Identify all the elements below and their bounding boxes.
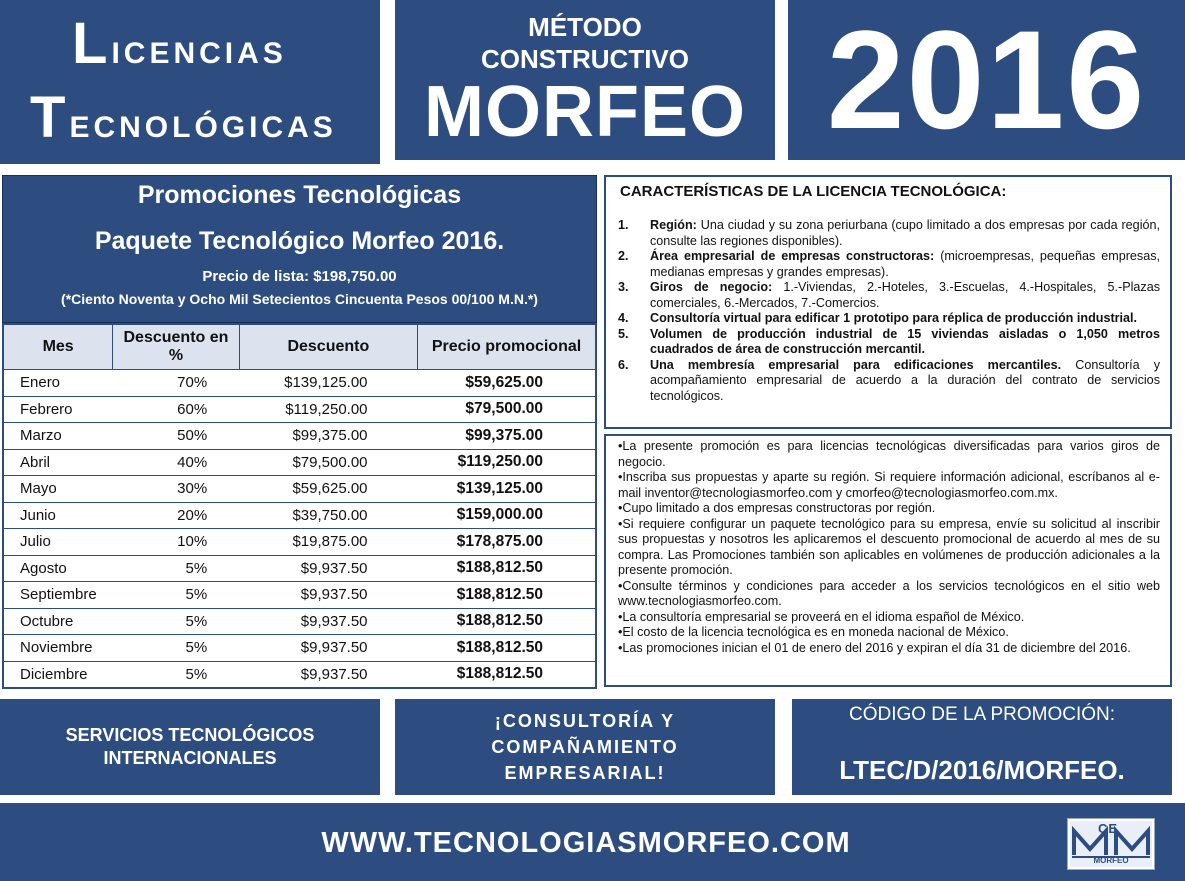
table-header-row (3, 324, 596, 370)
cell-mes: Julio (3, 529, 113, 556)
cell-precio-promocional: $119,250.00 (418, 449, 596, 476)
cell-descuento-pct: 5% (113, 608, 239, 635)
cell-descuento: $39,750.00 (239, 502, 417, 529)
cell-mes: Junio (3, 502, 113, 529)
caracteristica-bold: Giros de negocio: (650, 280, 773, 294)
website-banner (0, 803, 1185, 881)
caracteristica-bold: Consultoría virtual para edificar 1 prototipo para réplica de producción industrial. (650, 311, 1138, 325)
metodo-line-1: MÉTODO (528, 12, 642, 42)
table-row (3, 582, 596, 609)
caracteristica-item (616, 358, 1160, 405)
column-header-precio-promocional: Precio promocional (418, 324, 596, 370)
website-link[interactable]: WWW.TECNOLOGIASMORFEO.COM (321, 827, 851, 859)
table-row (3, 476, 596, 503)
consultoria-line-3: EMPRESARIAL! (504, 763, 666, 783)
metodo-title (481, 11, 689, 75)
caracteristica-bold: Área empresarial de empresas constructoras: (650, 249, 935, 263)
caracteristica-number: 5. (618, 326, 629, 341)
codigo-value: LTEC/D/2016/MORFEO. (839, 755, 1125, 785)
cell-descuento-pct: 5% (113, 582, 239, 609)
cell-mes: Diciembre (3, 661, 113, 688)
note-item: •La consultoría empresarial se proveerá en el idioma español de México. (618, 609, 1025, 624)
list-price-words: (*Ciento Noventa y Ocho Mil Setecientos Cincuenta Pesos 00/100 M.N.*) (61, 291, 538, 307)
cell-descuento: $139,125.00 (239, 370, 417, 397)
cell-descuento-pct: 5% (113, 555, 239, 582)
list-price: Precio de lista: $198,750.00 (202, 268, 397, 285)
tecnologicas-word (30, 84, 337, 151)
cell-descuento: $19,875.00 (239, 529, 417, 556)
note-item: •Inscriba sus propuestas y aparte su región. Si requiere información adicional, escríbanos al e-mail inventor@tecnologiasmorfeo.com y cmorfeo@tecnologiasmorfeo.com.mx. (618, 470, 1160, 500)
caracteristica-text (650, 280, 1160, 311)
table-row (3, 635, 596, 662)
consultoria-line-2: COMPAÑAMIENTO (491, 737, 679, 757)
consultoria-text (491, 708, 678, 786)
note-item: •Las promociones inician el 01 de enero del 2016 y expiran el día 31 de diciembre del 2016. (618, 640, 1131, 655)
cell-precio-promocional: $188,812.50 (418, 608, 596, 635)
caracteristica-item (616, 311, 1160, 327)
caracteristica-detail: Consultoría y acompañamiento empresarial de acuerdo a la duración del contrato de servicios tecnológicos. (650, 357, 1160, 403)
cell-precio-promocional: $178,875.00 (418, 529, 596, 556)
caracteristicas-panel (604, 175, 1172, 429)
caracteristica-text (650, 218, 1160, 249)
codigo-label: CÓDIGO DE LA PROMOCIÓN: (848, 704, 1116, 725)
caracteristica-number: 3. (618, 280, 629, 294)
table-row (3, 423, 596, 450)
year-text: 2016 (826, 1, 1147, 158)
note-item: •El costo de la licencia tecnológica es en moneda nacional de México. (618, 625, 1009, 639)
year-banner (788, 0, 1185, 160)
cell-descuento-pct: 60% (113, 396, 239, 423)
promo-table (2, 323, 597, 689)
cell-mes: Octubre (3, 608, 113, 635)
morfeo-logo (1067, 818, 1155, 870)
table-body (3, 370, 596, 689)
cell-precio-promocional: $188,812.50 (418, 635, 596, 662)
cell-mes: Marzo (3, 423, 113, 450)
caracteristica-item (616, 218, 1160, 249)
cell-descuento: $9,937.50 (239, 582, 417, 609)
caracteristica-detail: (microempresas, pequeñas empresas, medianas empresas y grandes empresas). (650, 249, 1160, 279)
table-row (3, 370, 596, 397)
caracteristica-item (616, 249, 1160, 280)
cell-descuento-pct: 10% (113, 529, 239, 556)
table-row (3, 449, 596, 476)
tecnologicas-rest: ECNOLÓGICAS (69, 111, 337, 144)
metodo-name: MORFEO (424, 72, 746, 152)
logo-ce-text: CE (1098, 821, 1119, 836)
promo-header (2, 175, 597, 323)
caracteristicas-title: CARACTERÍSTICAS DE LA LICENCIA TECNOLÓGICA: (620, 183, 1007, 200)
caracteristica-text (650, 249, 1160, 280)
cell-mes: Noviembre (3, 635, 113, 662)
cell-precio-promocional: $79,500.00 (418, 396, 596, 423)
consultoria-line-1: ¡CONSULTORÍA Y (494, 711, 676, 731)
caracteristica-item (616, 280, 1160, 311)
cell-descuento: $99,375.00 (239, 423, 417, 450)
cell-descuento: $9,937.50 (239, 661, 417, 688)
column-header-descuento-pct: Descuento en % (113, 324, 239, 370)
promo-title: Promociones Tecnológicas (137, 181, 462, 209)
note-item: •Si requiere configurar un paquete tecnológico para su empresa, envíe su solicitud al inscribir sus propuestas y nosotros les aplicaremos el descuento promocional de acuerdo al mes de su compra. Las Promociones también son aplicables en volúmenes de producción adicionales a la presente promoción. (618, 516, 1160, 577)
cell-descuento-pct: 20% (113, 502, 239, 529)
caracteristica-text (650, 311, 1160, 327)
licencias-tecnologicas-banner (0, 0, 380, 164)
caracteristica-bold: Volumen de producción industrial de 15 viviendas aisladas o 1,050 metros cuadrados de área de construcción mercantil. (650, 326, 1160, 356)
cell-precio-promocional: $99,375.00 (418, 423, 596, 450)
caracteristica-item (616, 327, 1160, 358)
cell-descuento: $9,937.50 (239, 608, 417, 635)
cell-mes: Mayo (3, 476, 113, 503)
note-item: •La presente promoción es para licencias tecnológicas diversificadas para varios giros de negocio. (618, 439, 1160, 469)
table-row (3, 396, 596, 423)
caracteristica-bold: Una membresía empresarial para edificaciones mercantiles. (650, 357, 1062, 372)
cell-descuento-pct: 70% (113, 370, 239, 397)
caracteristica-detail: 1.-Viviendas, 2.-Hoteles, 3.-Escuelas, 4.-Hospitales, 5.-Plazas comerciales, 6.-Mercados, 7.-Comercios. (650, 280, 1160, 310)
caracteristica-text (650, 327, 1160, 358)
cell-descuento-pct: 5% (113, 635, 239, 662)
caracteristica-number: 1. (618, 218, 629, 232)
cell-mes: Abril (3, 449, 113, 476)
tecnologicas-initial: T (30, 85, 70, 150)
note-item: •Consulte términos y condiciones para acceder a los servicios tecnológicos en el sitio web www.tecnologiasmorfeo.com. (618, 578, 1160, 608)
cell-mes: Septiembre (3, 582, 113, 609)
metodo-line-2: CONSTRUCTIVO (481, 44, 689, 74)
cell-descuento-pct: 5% (113, 661, 239, 688)
caracteristica-number: 4. (618, 311, 629, 325)
licencias-word (72, 10, 287, 77)
cell-descuento-pct: 30% (113, 476, 239, 503)
cell-descuento: $59,625.00 (239, 476, 417, 503)
codigo-banner (792, 699, 1172, 795)
servicios-line-1: SERVICIOS TECNOLÓGICOS (65, 725, 315, 745)
column-header-descuento: Descuento (239, 324, 417, 370)
cell-precio-promocional: $159,000.00 (418, 502, 596, 529)
logo-morfeo-text: MORFEO (1093, 856, 1129, 865)
cell-precio-promocional: $188,812.50 (418, 661, 596, 688)
metodo-constructivo-banner (395, 0, 775, 160)
table-row (3, 608, 596, 635)
caracteristica-detail: Una ciudad y su zona periurbana (cupo limitado a dos empresas por cada región, consulte las regiones disponibles). (650, 218, 1160, 248)
note-item: •Cupo limitado a dos empresas constructoras por región. (618, 501, 936, 515)
cell-precio-promocional: $59,625.00 (418, 370, 596, 397)
cell-descuento-pct: 40% (113, 449, 239, 476)
servicios-line-2: INTERNACIONALES (103, 748, 277, 768)
licencias-rest: ICENCIAS (111, 37, 287, 70)
cell-descuento: $9,937.50 (239, 635, 417, 662)
cell-mes: Agosto (3, 555, 113, 582)
servicios-text (66, 724, 315, 770)
notes-panel (604, 434, 1172, 687)
cell-mes: Febrero (3, 396, 113, 423)
cell-descuento-pct: 50% (113, 423, 239, 450)
table-row (3, 502, 596, 529)
consultoria-banner (395, 699, 775, 795)
cell-descuento: $119,250.00 (239, 396, 417, 423)
caracteristica-number: 2. (618, 249, 629, 263)
servicios-banner (0, 699, 380, 795)
table-row (3, 555, 596, 582)
caracteristica-number: 6. (618, 357, 629, 372)
cell-descuento: $79,500.00 (239, 449, 417, 476)
cell-precio-promocional: $139,125.00 (418, 476, 596, 503)
caracteristicas-list (616, 218, 1160, 404)
cell-mes: Enero (3, 370, 113, 397)
caracteristica-text (650, 358, 1160, 405)
column-header-mes: Mes (3, 324, 113, 370)
cell-precio-promocional: $188,812.50 (418, 582, 596, 609)
table-row (3, 529, 596, 556)
licencias-initial: L (72, 11, 112, 76)
promo-subtitle: Paquete Tecnológico Morfeo 2016. (94, 227, 505, 255)
table-row (3, 661, 596, 688)
caracteristica-bold: Región: (650, 218, 697, 232)
cell-precio-promocional: $188,812.50 (418, 555, 596, 582)
cell-descuento: $9,937.50 (239, 555, 417, 582)
